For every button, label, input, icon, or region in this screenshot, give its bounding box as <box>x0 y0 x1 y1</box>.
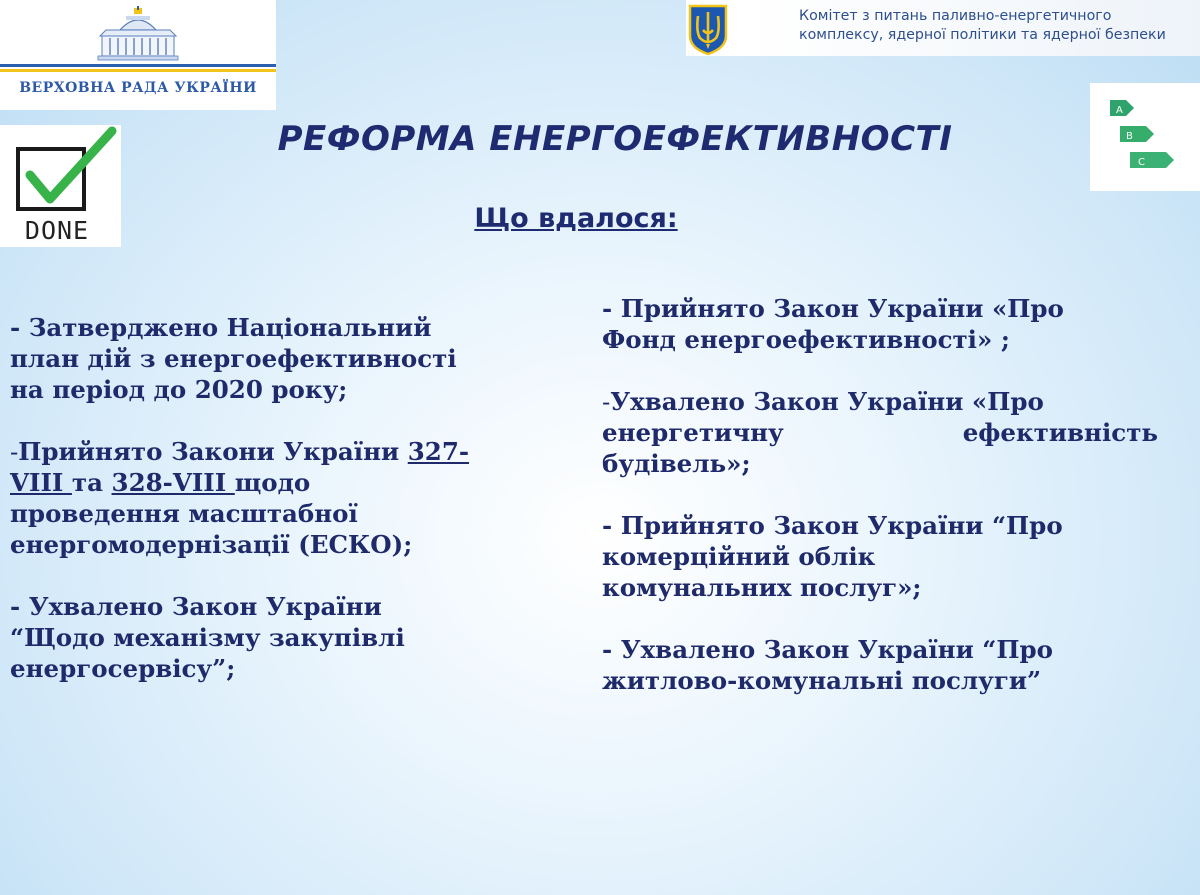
right-column <box>602 293 1158 727</box>
list-item: -Прийнято Закони України 327- VIII та 328-VIII щодо проведення масштабної енергомодернізації (ЕСКО); <box>10 437 470 559</box>
committee-header <box>686 0 1200 56</box>
law-link-327-cont[interactable]: VIII <box>10 468 72 497</box>
left-column <box>10 312 560 715</box>
energy-label-b: B <box>1126 131 1133 142</box>
committee-line-1: Комітет з питань паливно-енергетичного <box>799 8 1112 24</box>
list-item: - Прийнято Закон України “Про комерційний облік комунальних послуг»; <box>602 511 1063 602</box>
list-item: - Затверджено Національний план дій з енергоефективності на період до 2020 року; <box>10 313 457 404</box>
parliament-label: ВЕРХОВНА РАДА УКРАЇНИ <box>19 80 257 96</box>
done-label: DONE <box>24 216 90 245</box>
energy-label-a: A <box>1116 105 1123 116</box>
trident-emblem-icon <box>686 2 730 56</box>
page-subtitle: Що вдалося: <box>474 203 678 234</box>
page-title: РЕФОРМА ЕНЕРГОЕФЕКТИВНОСТІ <box>277 119 953 159</box>
parliament-logo <box>0 0 276 110</box>
law-link-328[interactable]: 328-VIII <box>111 468 235 497</box>
committee-name <box>799 7 1199 45</box>
logo-yellow-stripe <box>0 69 276 72</box>
committee-line-2: комплексу, ядерної політики та ядерної безпеки <box>799 27 1166 43</box>
logo-blue-stripe <box>0 64 276 67</box>
energy-label-c: C <box>1138 157 1145 168</box>
list-item: - Прийнято Закон України «Про Фонд енергоефективності» ; <box>602 294 1064 354</box>
list-item: - Ухвалено Закон України “Про житлово-комунальні послуги” <box>602 635 1054 695</box>
list-item: - Ухвалено Закон України “Щодо механізму закупівлі енергосервісу”; <box>10 592 405 683</box>
list-item: -Ухвалено Закон України «Про енергетичну ефективність будівель»; <box>602 387 1158 478</box>
law-link-327[interactable]: 327- <box>407 437 470 466</box>
parliament-building-icon <box>96 6 180 62</box>
